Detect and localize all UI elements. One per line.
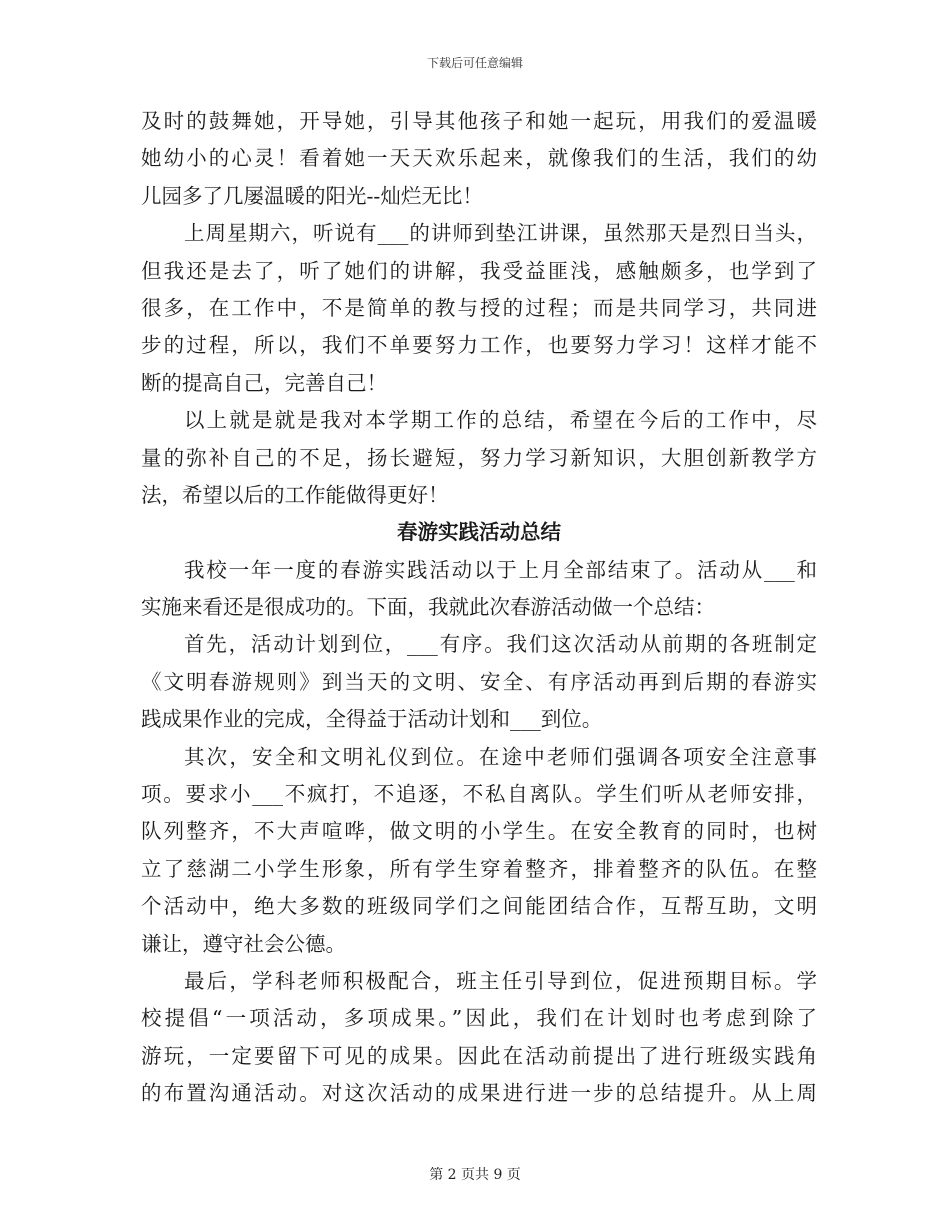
text-line: 的布置沟通活动。对这次活动的成果进行进一步的总结提升。从上周 xyxy=(141,1081,817,1106)
text-line: 校提倡“一项活动，多项成果。”因此，我们在计划时也考虑到除了 xyxy=(141,1006,817,1031)
text-line: 上周星期六，听说有___的讲师到垫江讲课，虽然那天是烈日当头， xyxy=(184,221,817,246)
text-line: 步的过程，所以，我们不单要努力工作，也要努力学习！这样才能不 xyxy=(141,333,817,358)
text-line: 项。要求小___不疯打，不追逐，不私自离队。学生们听从老师安排， xyxy=(141,782,817,807)
text-line: 《文明春游规则》到当天的文明、安全、有序活动再到后期的春游实 xyxy=(141,669,817,694)
text-line: 以上就是就是我对本学期工作的总结，希望在今后的工作中，尽 xyxy=(184,408,817,433)
text-line: 量的弥补自己的不足，扬长避短，努力学习新知识，大胆创新教学方 xyxy=(141,445,817,470)
text-line: 儿园多了几屡温暖的阳光--灿烂无比！ xyxy=(141,183,483,208)
text-line: 个活动中，绝大多数的班级同学们之间能团结合作，互帮互助，文明 xyxy=(141,894,817,919)
page-header: 下载后可任意编辑 xyxy=(426,56,523,70)
text-line: 谦让，遵守社会公德。 xyxy=(141,931,346,956)
text-line: 法，希望以后的工作能做得更好！ xyxy=(141,482,449,507)
text-line: 很多，在工作中，不是简单的教与授的过程；而是共同学习，共同进 xyxy=(141,295,817,320)
text-line: 断的提高自己，完善自己！ xyxy=(141,370,387,395)
section-title: 春游实践活动总结 xyxy=(397,520,561,545)
document-body xyxy=(141,103,817,1113)
text-line: 立了慈湖二小学生形象，所有学生穿着整齐，排着整齐的队伍。在整 xyxy=(141,856,817,881)
text-line: 我校一年一度的春游实践活动以于上月全部结束了。活动从___和 xyxy=(184,557,817,582)
text-line: 首先，活动计划到位，___有序。我们这次活动从前期的各班制定 xyxy=(184,632,817,657)
text-line: 及时的鼓舞她，开导她，引导其他孩子和她一起玩，用我们的爱温暖 xyxy=(141,109,817,133)
page-footer: 第 2 页共 9 页 xyxy=(429,1167,521,1183)
text-line: 最后，学科老师积极配合，班主任引导到位，促进预期目标。学 xyxy=(184,968,817,993)
text-line: 游玩，一定要留下可见的成果。因此在活动前提出了进行班级实践角 xyxy=(141,1043,817,1068)
text-line: 践成果作业的完成，全得益于活动计划和___到位。 xyxy=(141,707,603,732)
text-line: 队列整齐，不大声喧哗，做文明的小学生。在安全教育的同时，也树 xyxy=(141,819,817,844)
text-line: 但我还是去了，听了她们的讲解，我受益匪浅，感触颇多，也学到了 xyxy=(141,258,817,283)
text-line: 实施来看还是很成功的。下面，我就此次春游活动做一个总结： xyxy=(141,595,715,620)
text-line: 她幼小的心灵！看着她一天天欢乐起来，就像我们的生活，我们的幼 xyxy=(141,146,817,171)
text-line: 其次，安全和文明礼仪到位。在途中老师们强调各项安全注意事 xyxy=(184,744,817,769)
